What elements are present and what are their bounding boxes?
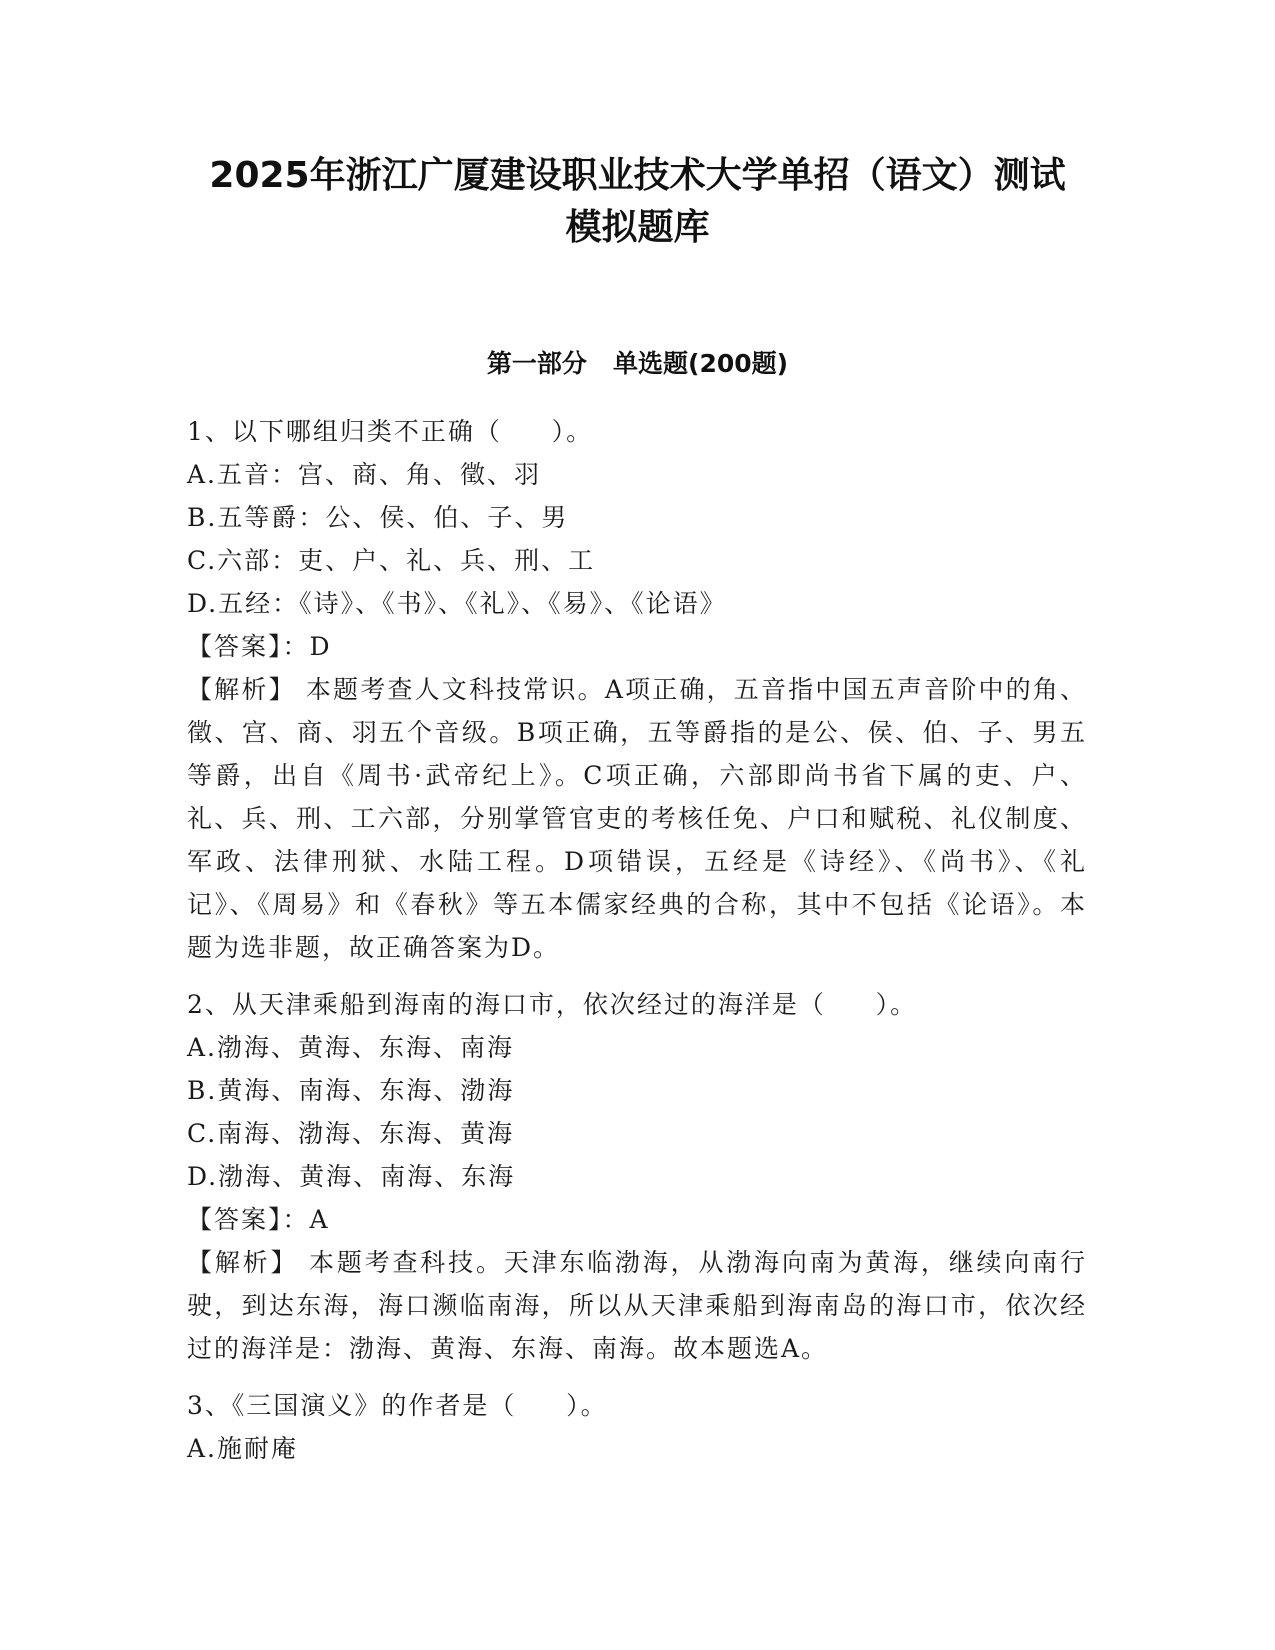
question-2 <box>187 983 1087 1370</box>
answer-line: 【答案】：A <box>187 1205 330 1234</box>
option-b: B.五等爵：公、侯、伯、子、男 <box>187 503 569 532</box>
option-c: C.南海、渤海、东海、黄海 <box>187 1119 515 1148</box>
option-a: A.施耐庵 <box>187 1434 299 1463</box>
analysis-paragraph: 【解析】 本题考查科技。天津东临渤海，从渤海向南为黄海，继续向南行驶，到达东海，海口濒临南海，所以从天津乘船到海南岛的海口市，依次经过的海洋是：渤海、黄海、东海、南海。故本题选A。 <box>187 1248 1087 1363</box>
title-line-2: 模拟题库 <box>565 207 710 248</box>
document-title <box>150 150 1125 254</box>
question-3 <box>187 1384 1087 1470</box>
answer-line: 【答案】：D <box>187 632 332 661</box>
option-c: C.六部：吏、户、礼、兵、刑、工 <box>187 546 596 575</box>
question-stem: 1、以下哪组归类不正确（ ）。 <box>187 417 594 446</box>
question-stem: 3、《三国演义》的作者是（ ）。 <box>187 1391 608 1420</box>
option-b: B.黄海、南海、东海、渤海 <box>187 1076 515 1105</box>
section-heading: 第一部分 单选题(200题) <box>486 349 789 378</box>
title-line-1: 2025年浙江广厦建设职业技术大学单招（语文）测试 <box>209 155 1066 196</box>
option-d: D.五经：《诗》、《书》、《礼》、《易》、《论语》 <box>187 589 727 618</box>
option-a: A.渤海、黄海、东海、南海 <box>187 1033 515 1062</box>
question-list <box>187 410 1087 1484</box>
option-a: A.五音：宫、商、角、徵、羽 <box>187 460 542 489</box>
option-d: D.渤海、黄海、南海、东海 <box>187 1162 516 1191</box>
analysis-paragraph: 【解析】 本题考查人文科技常识。A项正确，五音指中国五声音阶中的角、徵、宫、商、羽五个音级。B项正确，五等爵指的是公、侯、伯、子、男五等爵，出自《周书·武帝纪上》。C项正确，六部即尚书省下属的吏、户、礼、兵、刑、工六部，分别掌管官吏的考核任免、户口和赋税、礼仪制度、军政、法律刑狱、水陆工程。D项错误，五经是《诗经》、《尚书》、《礼记》、《周易》和《春秋》等五本儒家经典的合称，其中不包括《论语》。本题为选非题，故正确答案为D。 <box>187 675 1087 962</box>
question-1 <box>187 410 1087 969</box>
question-stem: 2、从天津乘船到海南的海口市，依次经过的海洋是（ ）。 <box>187 990 918 1019</box>
